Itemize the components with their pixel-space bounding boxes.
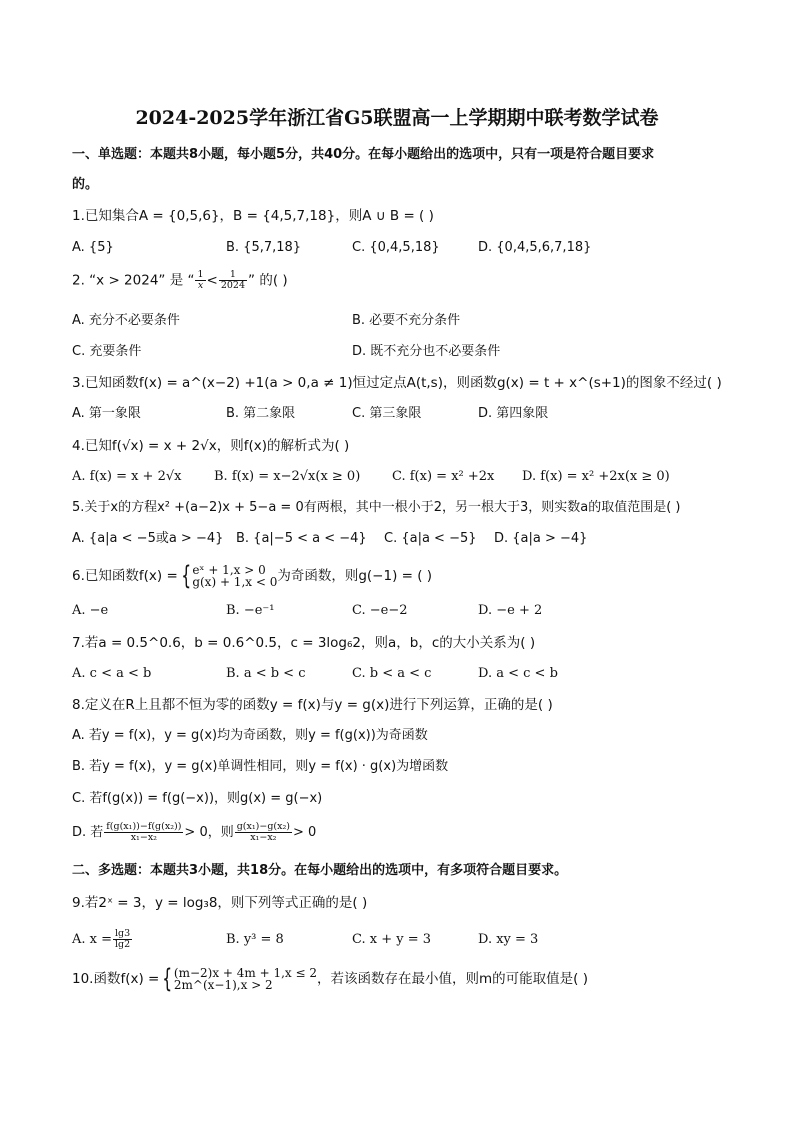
q2-option-d: D. 既不充分也不必要条件 bbox=[352, 344, 501, 359]
question-10-stem bbox=[72, 965, 588, 993]
q5-option-a: A. {a|a < −5或a > −4} bbox=[72, 531, 224, 546]
q2-lt: < bbox=[206, 272, 218, 289]
q9-option-b: B. y³ = 8 bbox=[226, 932, 284, 947]
q6-option-a: A. −e bbox=[72, 603, 109, 618]
q3-option-b: B. 第二象限 bbox=[226, 406, 296, 421]
q6-option-d: D. −e + 2 bbox=[478, 603, 543, 618]
section1-heading: 一、单选题：本题共8小题，每小题5分，共40分。在每小题给出的选项中，只有一项是符合题目要求 bbox=[72, 147, 655, 162]
q8-d-frac1-num: f(g(x₁))−f(g(x₂)) bbox=[106, 821, 182, 832]
question-3-stem: 3.已知函数f(x) = a^(x−2) +1(a > 0,a ≠ 1)恒过定点A(t,s)，则函数g(x) = t + x^(s+1)的图象不经过( ) bbox=[72, 375, 722, 391]
question-6-stem bbox=[72, 562, 432, 590]
q10-case-1: (m−2)x + 4m + 1,x ≤ 2 bbox=[173, 966, 318, 980]
q6-suffix: 为奇函数，则g(−1) = ( ) bbox=[277, 568, 433, 584]
q4-option-c: C. f(x) = x² +2x bbox=[392, 469, 495, 484]
q6-option-b: B. −e⁻¹ bbox=[226, 603, 275, 618]
q9-option-a bbox=[72, 926, 133, 954]
q9-a-prefix: A. x = bbox=[72, 932, 113, 947]
question-7-stem: 7.若a = 0.5^0.6，b = 0.6^0.5，c = 3log₆2，则a，b，c的大小关系为( ) bbox=[72, 635, 536, 651]
q2-frac2-den: 2024 bbox=[220, 280, 246, 291]
q5-option-c: C. {a|a < −5} bbox=[384, 531, 477, 546]
q9-option-c: C. x + y = 3 bbox=[352, 932, 432, 947]
q4-option-a: A. f(x) = x + 2√x bbox=[72, 469, 182, 484]
q6-case-2: g(x) + 1,x < 0 bbox=[192, 575, 278, 589]
q8-d-frac2-den: x₁−x₂ bbox=[250, 832, 277, 843]
q8-option-c: C. 若f(g(x)) = f(g(−x))，则g(x) = g(−x) bbox=[72, 791, 323, 806]
q6-brace: { bbox=[181, 561, 192, 591]
q10-brace: { bbox=[162, 964, 173, 994]
q2-prefix: 2. “x > 2024” 是 “ bbox=[72, 272, 195, 289]
q8-option-d bbox=[72, 819, 316, 847]
q1-option-a: A. {5} bbox=[72, 240, 114, 255]
q2-option-b: B. 必要不充分条件 bbox=[352, 313, 461, 328]
q5-option-d: D. {a|a > −4} bbox=[494, 531, 588, 546]
q1-option-d: D. {0,4,5,6,7,18} bbox=[478, 240, 592, 255]
q10-suffix: ，若该函数存在最小值，则m的可能取值是( ) bbox=[317, 971, 589, 987]
q2-suffix: ” 的( ) bbox=[248, 272, 288, 289]
question-5-stem: 5.关于x的方程x² +(a−2)x + 5−a = 0有两根，其中一根小于2，另一根大于3，则实数a的取值范围是( ) bbox=[72, 500, 681, 515]
q9-a-fraction bbox=[113, 929, 132, 950]
q8-option-b: B. 若y = f(x)，y = g(x)单调性相同，则y = f(x) · g(x)为增函数 bbox=[72, 759, 449, 774]
q7-option-b: B. a < b < c bbox=[226, 666, 306, 681]
q1-option-b: B. {5,7,18} bbox=[226, 240, 302, 255]
q8-d-frac1-den: x₁−x₂ bbox=[130, 832, 157, 843]
question-1-stem: 1.已知集合A = {0,5,6}，B = {4,5,7,18}，则A ∪ B = ( ) bbox=[72, 208, 434, 224]
q10-case-2: 2m^(x−1),x > 2 bbox=[173, 978, 273, 992]
q8-option-a: A. 若y = f(x)，y = g(x)均为奇函数，则y = f(g(x))为奇函数 bbox=[72, 728, 428, 743]
q7-option-d: D. a < c < b bbox=[478, 666, 558, 681]
q5-option-b: B. {a|−5 < a < −4} bbox=[236, 531, 367, 546]
q3-option-c: C. 第三象限 bbox=[352, 406, 422, 421]
q7-option-c: C. b < a < c bbox=[352, 666, 432, 681]
section2-heading: 二、多选题：本题共3小题，共18分。在每小题给出的选项中，有多项符合题目要求。 bbox=[72, 863, 568, 878]
question-8-stem: 8.定义在R上且都不恒为零的函数y = f(x)与y = g(x)进行下列运算，正确的是( ) bbox=[72, 697, 553, 713]
q9-option-d: D. xy = 3 bbox=[478, 932, 539, 947]
q6-option-c: C. −e−2 bbox=[352, 603, 408, 618]
q6-case-1: eˣ + 1,x > 0 bbox=[192, 563, 266, 577]
section1-heading-cont: 的。 bbox=[72, 177, 99, 192]
q3-option-a: A. 第一象限 bbox=[72, 406, 141, 421]
q10-prefix: 10.函数f(x) = bbox=[72, 971, 160, 987]
q2-fraction-2 bbox=[219, 270, 247, 291]
q6-cases bbox=[192, 564, 277, 588]
question-2-stem bbox=[72, 270, 288, 291]
q2-frac2-num: 1 bbox=[219, 270, 247, 281]
q3-option-d: D. 第四象限 bbox=[478, 406, 549, 421]
q1-option-c: C. {0,4,5,18} bbox=[352, 240, 440, 255]
q4-option-b: B. f(x) = x−2√x(x ≥ 0) bbox=[214, 469, 361, 484]
q4-option-d: D. f(x) = x² +2x(x ≥ 0) bbox=[522, 469, 670, 484]
q8-d-fraction-1 bbox=[104, 822, 183, 843]
q8-d-fraction-2 bbox=[235, 822, 292, 843]
q8-d-mid: > 0，则 bbox=[184, 825, 234, 840]
q7-option-a: A. c < a < b bbox=[72, 666, 152, 681]
q2-option-c: C. 充要条件 bbox=[72, 344, 142, 359]
q8-d-suffix: > 0 bbox=[293, 825, 317, 840]
q2-frac1-num: 1 bbox=[197, 269, 204, 280]
exam-title: 2024-2025学年浙江省G5联盟高一上学期期中联考数学试卷 bbox=[135, 107, 659, 129]
question-4-stem: 4.已知f(√x) = x + 2√x，则f(x)的解析式为( ) bbox=[72, 438, 350, 454]
q8-d-prefix: D. 若 bbox=[72, 825, 104, 840]
question-9-stem: 9.若2ˣ = 3，y = log₃8，则下列等式正确的是( ) bbox=[72, 895, 368, 911]
q10-cases bbox=[174, 967, 317, 991]
q2-fraction-1 bbox=[195, 270, 205, 291]
q6-prefix: 6.已知函数f(x) = bbox=[72, 568, 178, 584]
q2-frac1-den: x bbox=[197, 280, 204, 291]
q2-option-a: A. 充分不必要条件 bbox=[72, 313, 180, 328]
q8-d-frac2-num: g(x₁)−g(x₂) bbox=[236, 821, 290, 832]
q9-a-den: lg2 bbox=[115, 939, 131, 950]
q9-a-num: lg3 bbox=[115, 928, 131, 939]
